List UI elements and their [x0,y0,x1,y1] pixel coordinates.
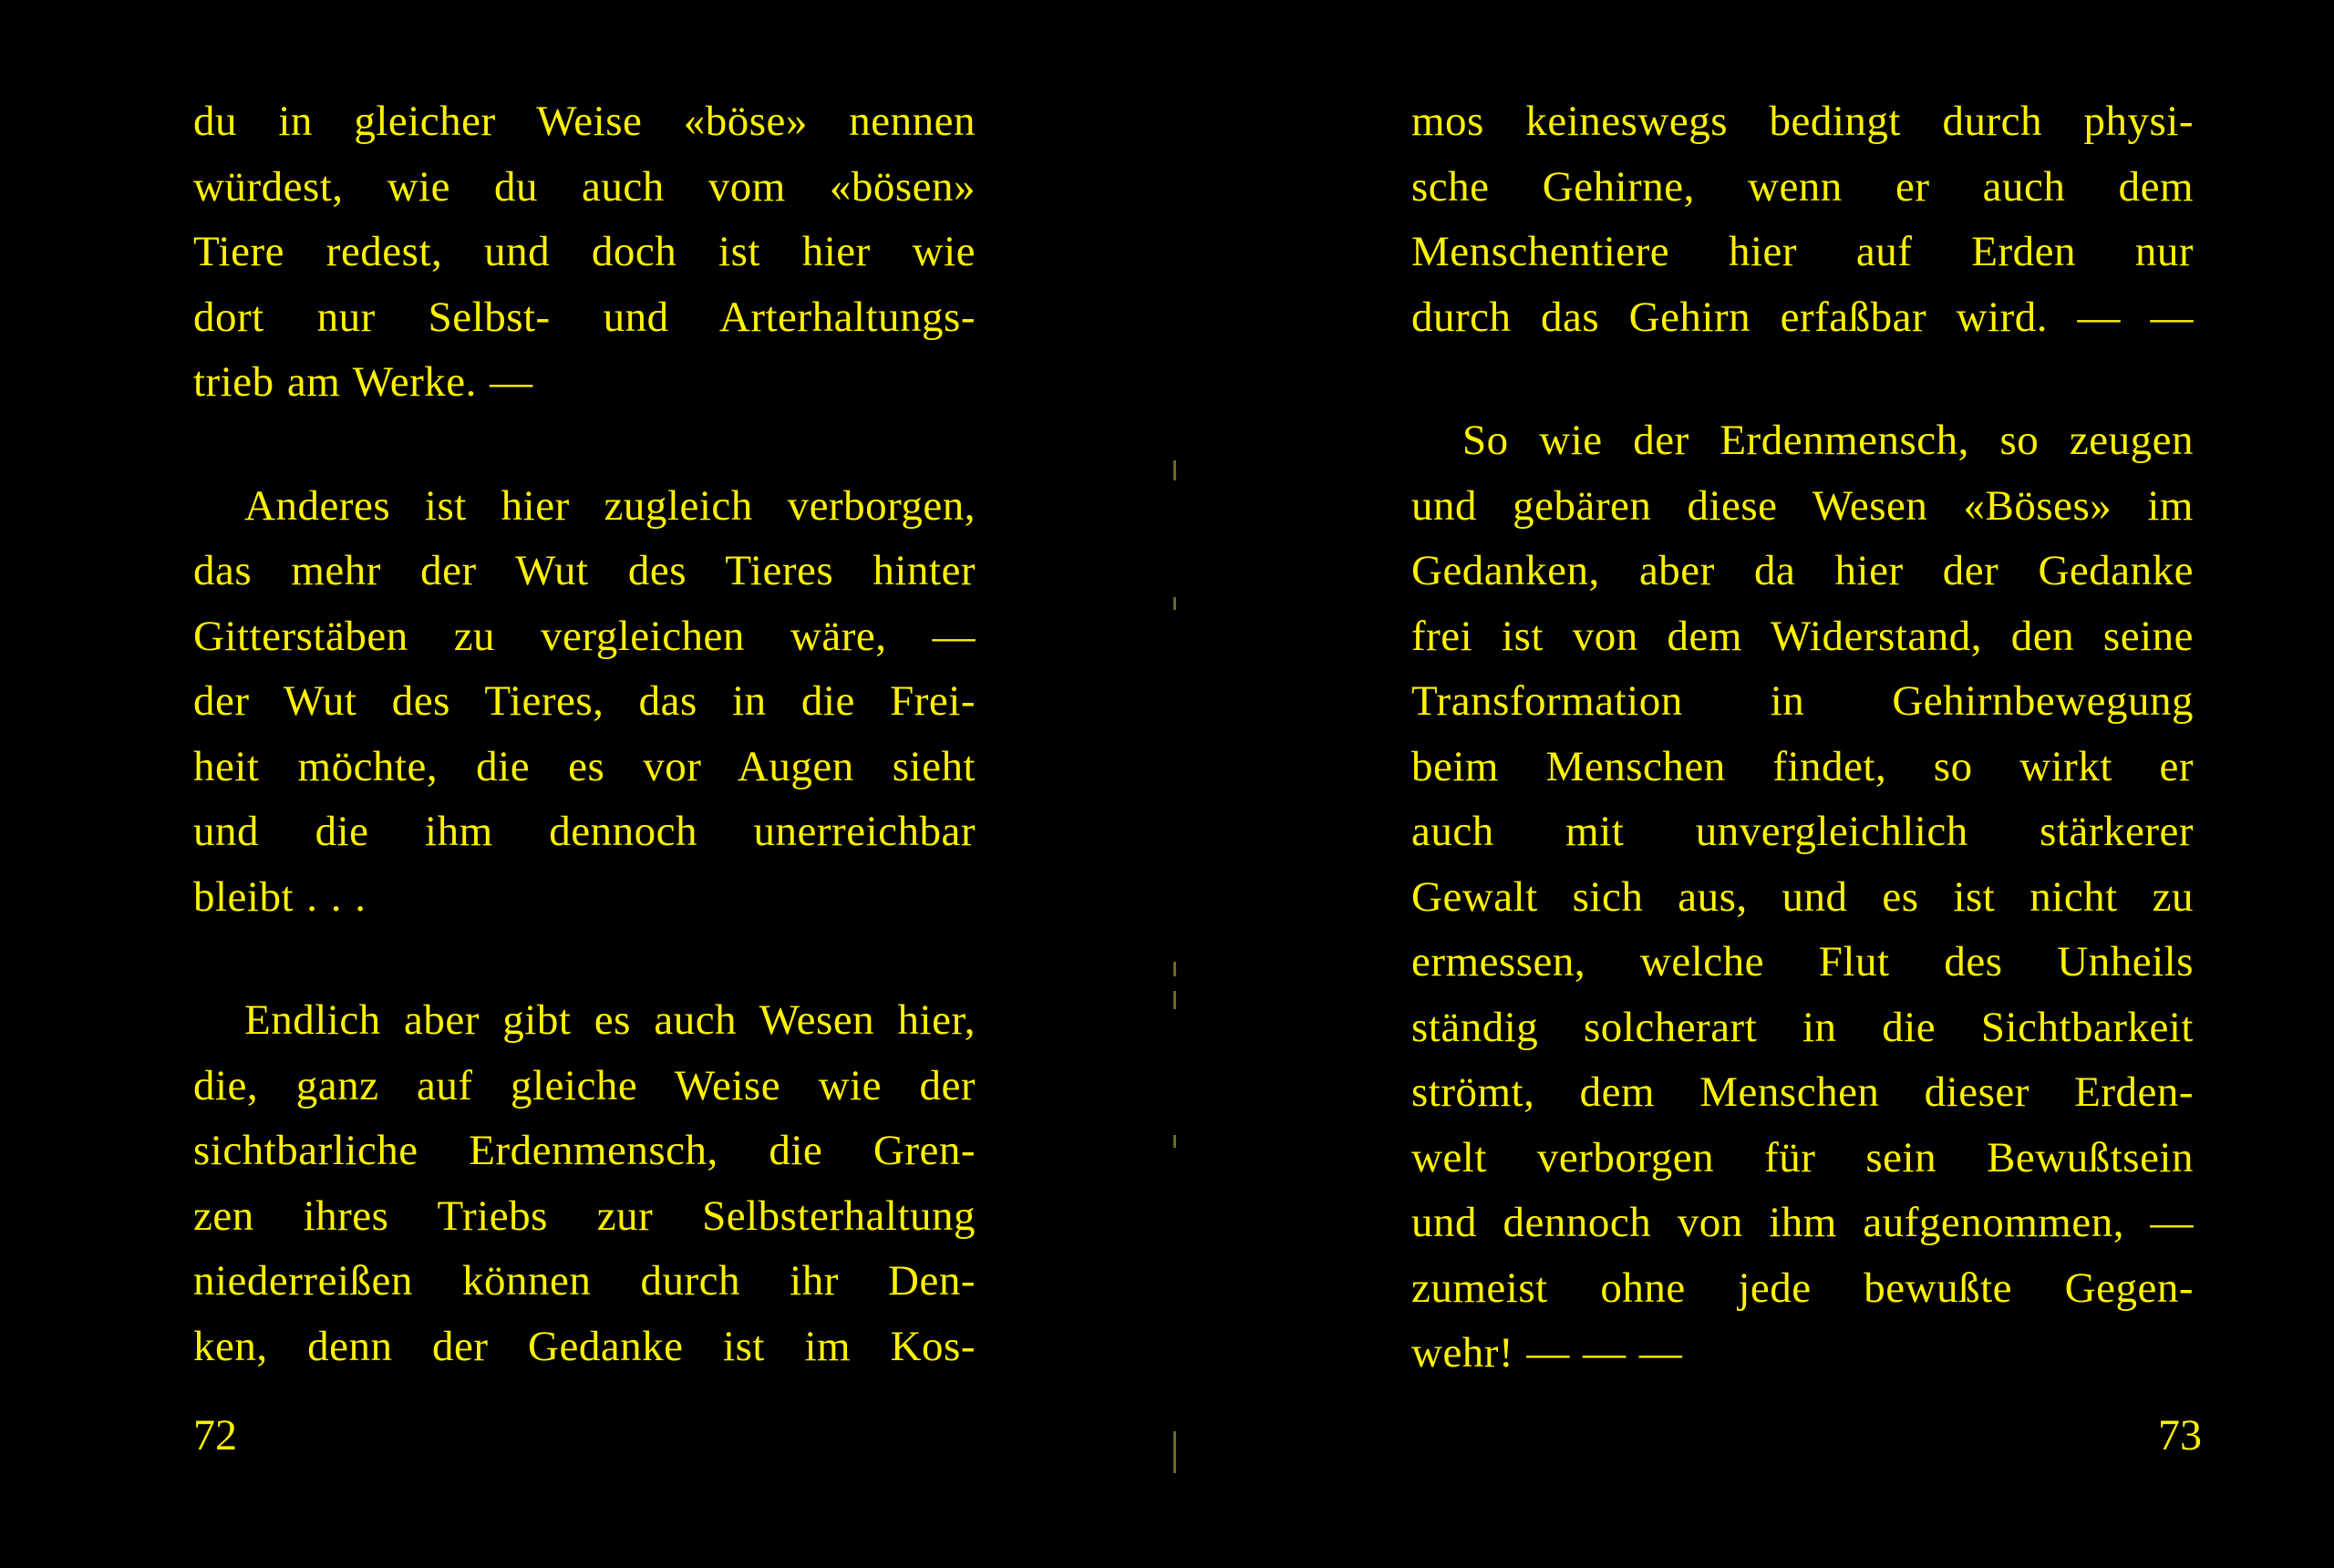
text-line: durch das Gehirn erfaßbar wird. — — [1411,293,2194,341]
text-line: heit möchte, die es vor Augen sieht [193,742,976,790]
text-line: und gebären diese Wesen «Böses» im [1411,481,2194,530]
text-line: ken, denn der Gedanke ist im Kos- [193,1322,976,1370]
paragraph-gap [1411,350,2194,408]
text-line: ermessen, welche Flut des Unheils [1411,938,2194,985]
text-line: So wie der Erdenmensch, so zeugen [1462,417,2194,464]
left-page-text [193,89,976,1379]
page-number: 73 [2158,1411,2202,1460]
right-page-text [1411,89,2194,1387]
text-line: Menschentiere hier auf Erden nur [1411,228,2194,275]
page-number: 72 [193,1411,237,1460]
text-line: Endlich aber gibt es auch Wesen hier, [244,996,976,1044]
text-line: du in gleicher Weise «böse» nennen [193,98,976,145]
text-line: Tiere redest, und doch ist hier wie [193,228,976,275]
text-line: strömt, dem Menschen dieser Erden- [1411,1068,2194,1116]
text-line: niederreißen können durch ihr Den- [193,1257,976,1305]
text-line: mos keineswegs bedingt durch physi- [1411,98,2194,145]
text-line: Gitterstäben zu vergleichen wäre, — [193,612,976,660]
text-line: trieb am Werke. — [193,358,533,406]
text-line: und die ihm dennoch unerreichbar [193,808,976,855]
text-line: ständig solcherart in die Sichtbarkeit [1411,1003,2194,1051]
text-line: zumeist ohne jede bewußte Gegen- [1411,1264,2194,1312]
right-page [1167,0,2334,1568]
paragraph-gap [193,416,976,474]
text-line: Transformation in Gehirnbewegung [1411,677,2194,725]
text-line: sichtbarliche Erdenmensch, die Gren- [193,1127,976,1174]
text-line: und dennoch von ihm aufgenommen, — [1411,1199,2194,1246]
text-line: die, ganz auf gleiche Weise wie der [193,1061,976,1109]
text-line: beim Menschen findet, so wirkt er [1411,742,2194,790]
text-line: frei ist von dem Widerstand, den seine [1411,612,2194,660]
text-line: welt verborgen für sein Bewußtsein [1411,1133,2194,1181]
paragraph-gap [193,930,976,988]
text-line: sche Gehirne, wenn er auch dem [1411,162,2194,211]
text-line: das mehr der Wut des Tieres hinter [193,547,976,594]
text-line: würdest, wie du auch vom «bösen» [193,162,976,211]
text-line: auch mit unvergleichlich stärkerer [1411,808,2194,855]
text-line: bleibt . . . [193,872,367,921]
text-line: wehr! — — — [1411,1329,1683,1377]
text-line: Anderes ist hier zugleich verborgen, [244,481,976,530]
text-line: dort nur Selbst- und Arterhaltungs- [193,293,976,341]
text-line: Gewalt sich aus, und es ist nicht zu [1411,872,2194,921]
text-line: der Wut des Tieres, das in die Frei- [193,677,976,725]
text-line: Gedanken, aber da hier der Gedanke [1411,547,2194,594]
text-line: zen ihres Triebs zur Selbsterhaltung [193,1191,976,1240]
